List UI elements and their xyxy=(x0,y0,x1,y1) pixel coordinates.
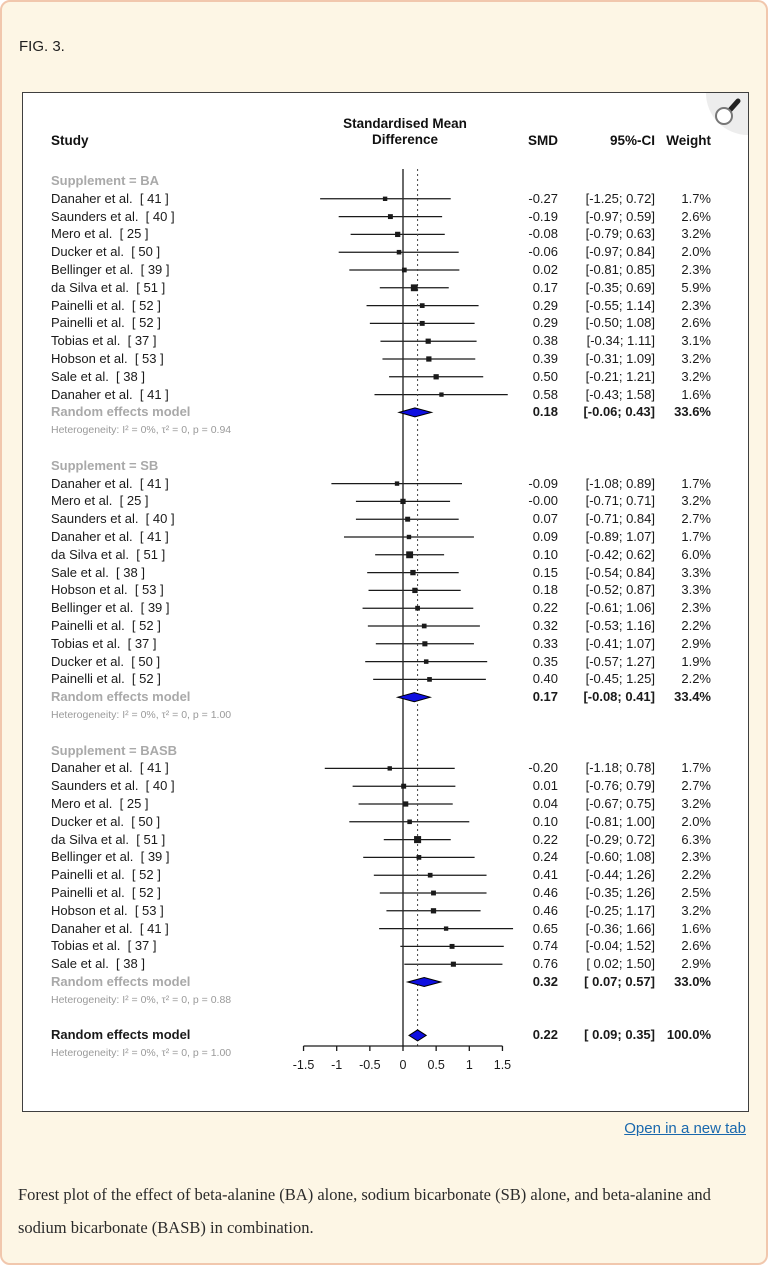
figure-number-label: FIG. 3. xyxy=(19,38,65,55)
ci-value: [-1.08; 0.89] xyxy=(585,475,655,491)
summary-weight-value: 33.6% xyxy=(674,404,711,420)
summary-label: Random effects model xyxy=(51,404,191,420)
summary-smd-value: 0.17 xyxy=(532,689,558,705)
weight-value: 1.7% xyxy=(681,190,711,206)
forest-plot-figure[interactable] xyxy=(22,92,749,1112)
weight-value: 2.6% xyxy=(681,208,711,224)
summary-smd-value: 0.18 xyxy=(532,404,558,420)
summary-ci-value: [ 0.09; 0.35] xyxy=(584,1027,655,1043)
ci-value: [-0.89; 1.07] xyxy=(585,529,655,544)
weight-value: 2.9% xyxy=(681,635,711,651)
study-row xyxy=(23,884,748,902)
study-label: Painelli et al. [ 52 ] xyxy=(51,618,161,633)
study-label: da Silva et al. [ 51 ] xyxy=(51,831,166,847)
study-label: Danaher et al. [ 41 ] xyxy=(51,190,169,206)
smd-value: 0.04 xyxy=(532,796,558,811)
smd-value: 0.76 xyxy=(532,956,558,972)
ci-value: [-0.97; 0.84] xyxy=(585,244,655,260)
smd-value: 0.35 xyxy=(532,653,558,669)
smd-value: 0.17 xyxy=(532,279,558,295)
ci-value: [-0.60; 1.08] xyxy=(585,849,655,865)
heterogeneity-row xyxy=(23,706,748,724)
ci-value: [ 0.02; 1.50] xyxy=(586,956,655,972)
smd-value: -0.27 xyxy=(528,190,558,206)
study-row xyxy=(23,866,748,884)
weight-value: 3.3% xyxy=(681,564,711,580)
study-row xyxy=(23,813,748,831)
study-row xyxy=(23,386,748,404)
weight-value: 2.2% xyxy=(681,867,711,883)
axis-tick-label: -0.5 xyxy=(359,1058,381,1072)
ci-value: [-0.55; 1.14] xyxy=(585,297,655,313)
heterogeneity-row xyxy=(23,421,748,439)
ci-value: [-0.21; 1.21] xyxy=(585,368,655,384)
study-label: Sale et al. [ 38 ] xyxy=(51,956,145,972)
weight-value: 1.7% xyxy=(681,760,711,776)
ci-value: [-0.53; 1.16] xyxy=(585,618,655,633)
study-label: da Silva et al. [ 51 ] xyxy=(51,546,166,562)
study-row xyxy=(23,920,748,938)
ci-value: [-0.45; 1.25] xyxy=(585,671,655,687)
ci-value: [-0.50; 1.08] xyxy=(585,315,655,331)
heterogeneity-text: Heterogeneity: I² = 0%, τ² = 0, p = 0.88 xyxy=(51,993,232,1006)
study-row xyxy=(23,279,748,297)
study-row xyxy=(23,831,748,849)
study-label: Ducker et al. [ 50 ] xyxy=(51,653,161,669)
study-row xyxy=(23,261,748,279)
smd-value: 0.33 xyxy=(532,635,558,651)
study-label: Hobson et al. [ 53 ] xyxy=(51,582,164,598)
smd-value: 0.41 xyxy=(532,867,558,883)
ci-value: [-0.52; 0.87] xyxy=(585,582,655,598)
ci-value: [-0.29; 0.72] xyxy=(585,831,655,847)
summary-ci-value: [-0.06; 0.43] xyxy=(583,404,655,420)
summary-row xyxy=(23,688,748,706)
weight-value: 2.5% xyxy=(681,885,711,900)
study-row xyxy=(23,617,748,635)
study-row xyxy=(23,795,748,813)
smd-value: 0.38 xyxy=(532,333,558,349)
study-row xyxy=(23,332,748,350)
ci-value: [-0.81; 1.00] xyxy=(585,813,655,829)
ci-value: [-0.25; 1.17] xyxy=(585,902,655,918)
study-row xyxy=(23,475,748,493)
summary-row xyxy=(23,1026,748,1044)
ci-value: [-0.41; 1.07] xyxy=(585,635,655,651)
study-row xyxy=(23,528,748,546)
ci-value: [-0.97; 0.59] xyxy=(585,208,655,224)
study-label: Painelli et al. [ 52 ] xyxy=(51,867,161,883)
study-label: Sale et al. [ 38 ] xyxy=(51,564,145,580)
study-label: Mero et al. [ 25 ] xyxy=(51,226,149,242)
smd-value: 0.15 xyxy=(532,564,558,580)
heterogeneity-row xyxy=(23,1044,748,1062)
zoom-figure-button[interactable] xyxy=(706,93,748,135)
smd-value: 0.32 xyxy=(532,618,558,633)
weight-value: 6.3% xyxy=(681,831,711,847)
smd-value: 0.22 xyxy=(532,831,558,847)
ci-value: [-0.42; 0.62] xyxy=(585,546,655,562)
study-row xyxy=(23,653,748,671)
forest-plot-rows xyxy=(23,93,748,1111)
study-label: Saunders et al. [ 40 ] xyxy=(51,778,175,794)
ci-value: [-0.67; 0.75] xyxy=(585,796,655,811)
study-row xyxy=(23,314,748,332)
study-row xyxy=(23,635,748,653)
weight-value: 2.3% xyxy=(681,600,711,616)
smd-value: -0.08 xyxy=(528,226,558,242)
summary-smd-value: 0.32 xyxy=(532,974,558,989)
study-row xyxy=(23,208,748,226)
study-label: Tobias et al. [ 37 ] xyxy=(51,333,157,349)
study-label: Bellinger et al. [ 39 ] xyxy=(51,600,170,616)
smd-value: 0.29 xyxy=(532,315,558,331)
smd-value: 0.40 xyxy=(532,671,558,687)
study-label: Hobson et al. [ 53 ] xyxy=(51,902,164,918)
ci-value: [-1.25; 0.72] xyxy=(585,190,655,206)
summary-weight-value: 33.4% xyxy=(674,689,711,705)
study-row xyxy=(23,777,748,795)
smd-value: -0.20 xyxy=(528,760,558,776)
study-label: Sale et al. [ 38 ] xyxy=(51,368,145,384)
study-label: Mero et al. [ 25 ] xyxy=(51,493,149,509)
weight-value: 2.6% xyxy=(681,938,711,954)
study-row xyxy=(23,243,748,261)
weight-value: 2.9% xyxy=(681,956,711,972)
study-label: Bellinger et al. [ 39 ] xyxy=(51,849,170,865)
summary-row xyxy=(23,403,748,421)
smd-value: 0.50 xyxy=(532,368,558,384)
study-row xyxy=(23,546,748,564)
ci-value: [-0.35; 1.26] xyxy=(585,885,655,900)
study-label: Tobias et al. [ 37 ] xyxy=(51,635,157,651)
axis-tick-label: -1 xyxy=(331,1058,343,1072)
group-label: Supplement = BASB xyxy=(51,742,178,758)
ci-value: [-0.36; 1.66] xyxy=(585,920,655,936)
smd-value: -0.19 xyxy=(528,208,558,224)
study-label: Danaher et al. [ 41 ] xyxy=(51,529,169,544)
summary-weight-value: 33.0% xyxy=(674,974,711,989)
summary-label: Random effects model xyxy=(51,689,191,705)
smd-value: -0.00 xyxy=(528,493,558,509)
axis-tick-label: 0.5 xyxy=(427,1058,445,1072)
study-label: Danaher et al. [ 41 ] xyxy=(51,475,169,491)
weight-value: 2.2% xyxy=(681,671,711,687)
magnifier-icon xyxy=(706,95,744,133)
column-header-study: Study xyxy=(51,133,89,148)
ci-value: [-0.79; 0.63] xyxy=(585,226,655,242)
smd-value: 0.09 xyxy=(532,529,558,544)
study-label: Saunders et al. [ 40 ] xyxy=(51,208,175,224)
study-label: Bellinger et al. [ 39 ] xyxy=(51,262,170,277)
study-row xyxy=(23,848,748,866)
study-row xyxy=(23,225,748,243)
smd-value: 0.65 xyxy=(532,920,558,936)
axis-tick-label: 1.5 xyxy=(493,1058,512,1072)
heterogeneity-row xyxy=(23,991,748,1009)
weight-value: 1.6% xyxy=(681,386,711,402)
group-header-row xyxy=(23,457,748,475)
summary-ci-value: [ 0.07; 0.57] xyxy=(584,974,655,989)
study-label: Saunders et al. [ 40 ] xyxy=(51,511,175,527)
smd-value: 0.46 xyxy=(532,902,558,918)
study-row xyxy=(23,190,748,208)
ci-value: [-0.44; 1.26] xyxy=(585,867,655,883)
group-label: Supplement = SB xyxy=(51,457,159,473)
weight-value: 1.7% xyxy=(681,475,711,491)
smd-value: -0.06 xyxy=(528,244,558,260)
study-row xyxy=(23,759,748,777)
plot-title-line1: Standardised Mean xyxy=(343,116,467,131)
weight-value: 3.1% xyxy=(681,333,711,349)
ci-value: [-0.04; 1.52] xyxy=(585,938,655,954)
study-row xyxy=(23,510,748,528)
study-label: Hobson et al. [ 53 ] xyxy=(51,351,164,366)
ci-value: [-0.71; 0.71] xyxy=(585,493,655,509)
study-label: da Silva et al. [ 51 ] xyxy=(51,279,166,295)
smd-value: 0.58 xyxy=(532,386,558,402)
heterogeneity-text: Heterogeneity: I² = 0%, τ² = 0, p = 0.94 xyxy=(51,424,232,437)
study-label: Ducker et al. [ 50 ] xyxy=(51,244,161,260)
weight-value: 3.2% xyxy=(681,351,711,366)
study-label: Painelli et al. [ 52 ] xyxy=(51,315,161,331)
study-label: Mero et al. [ 25 ] xyxy=(51,796,149,811)
weight-value: 3.3% xyxy=(681,582,711,598)
smd-value: 0.02 xyxy=(532,262,558,277)
weight-value: 2.7% xyxy=(681,511,711,527)
study-row xyxy=(23,564,748,582)
plot-title-line2: Difference xyxy=(371,132,439,147)
smd-value: 0.46 xyxy=(532,885,558,900)
smd-value: 0.39 xyxy=(532,351,558,366)
study-row xyxy=(23,599,748,617)
study-row xyxy=(23,902,748,920)
ci-value: [-0.61; 1.06] xyxy=(585,600,655,616)
weight-value: 3.2% xyxy=(681,796,711,811)
smd-value: 0.10 xyxy=(532,546,558,562)
smd-value: 0.10 xyxy=(532,813,558,829)
ci-value: [-1.18; 0.78] xyxy=(585,760,655,776)
study-label: Ducker et al. [ 50 ] xyxy=(51,813,161,829)
axis-tick-label: 0 xyxy=(399,1058,407,1072)
study-row xyxy=(23,581,748,599)
ci-value: [-0.34; 1.11] xyxy=(586,333,655,349)
weight-value: 2.2% xyxy=(681,618,711,633)
heterogeneity-text: Heterogeneity: I² = 0%, τ² = 0, p = 1.00 xyxy=(51,1047,232,1060)
study-row xyxy=(23,937,748,955)
study-row xyxy=(23,492,748,510)
study-label: Danaher et al. [ 41 ] xyxy=(51,760,169,776)
axis-tick-label: -1.5 xyxy=(292,1058,315,1072)
weight-value: 2.0% xyxy=(681,813,711,829)
study-label: Danaher et al. [ 41 ] xyxy=(51,920,169,936)
column-header-weight: Weight xyxy=(666,133,711,148)
group-header-row xyxy=(23,742,748,760)
study-row xyxy=(23,955,748,973)
weight-value: 6.0% xyxy=(681,546,711,562)
weight-value: 3.2% xyxy=(681,368,711,384)
open-in-new-tab-link[interactable]: Open in a new tab xyxy=(624,1120,746,1137)
ci-value: [-0.31; 1.09] xyxy=(585,351,655,366)
weight-value: 3.2% xyxy=(681,902,711,918)
ci-value: [-0.35; 0.69] xyxy=(585,279,655,295)
ci-value: [-0.54; 0.84] xyxy=(585,564,655,580)
summary-row xyxy=(23,973,748,991)
study-row xyxy=(23,297,748,315)
column-header-ci: 95%-CI xyxy=(609,133,655,148)
figure-caption: Forest plot of the effect of beta-alanine (BA) alone, sodium bicarbonate (SB) alone, and beta-alanine and sodium bicarbonate (BASB) in combination. xyxy=(18,1185,711,1237)
weight-value: 3.2% xyxy=(681,493,711,509)
weight-value: 2.6% xyxy=(681,315,711,331)
study-label: Painelli et al. [ 52 ] xyxy=(51,885,161,900)
study-label: Danaher et al. [ 41 ] xyxy=(51,386,169,402)
summary-ci-value: [-0.08; 0.41] xyxy=(583,689,655,705)
weight-value: 2.0% xyxy=(681,244,711,260)
summary-label: Random effects model xyxy=(51,1027,191,1043)
study-row xyxy=(23,670,748,688)
axis-tick-label: 1 xyxy=(465,1058,473,1072)
ci-value: [-0.76; 0.79] xyxy=(585,778,655,794)
weight-value: 1.7% xyxy=(681,529,711,544)
study-label: Tobias et al. [ 37 ] xyxy=(51,938,157,954)
weight-value: 2.3% xyxy=(681,262,711,277)
weight-value: 2.3% xyxy=(681,849,711,865)
study-row xyxy=(23,368,748,386)
summary-weight-value: 100.0% xyxy=(666,1027,711,1043)
smd-value: 0.29 xyxy=(532,297,558,313)
smd-value: 0.18 xyxy=(532,582,558,598)
weight-value: 1.9% xyxy=(681,653,711,669)
weight-value: 5.9% xyxy=(681,279,711,295)
column-header-smd: SMD xyxy=(528,133,558,148)
smd-value: 0.74 xyxy=(532,938,558,954)
group-header-row xyxy=(23,172,748,190)
ci-value: [-0.81; 0.85] xyxy=(585,262,655,277)
summary-smd-value: 0.22 xyxy=(532,1027,558,1043)
smd-value: 0.22 xyxy=(532,600,558,616)
weight-value: 2.3% xyxy=(681,297,711,313)
weight-value: 3.2% xyxy=(681,226,711,242)
summary-label: Random effects model xyxy=(51,974,191,989)
ci-value: [-0.57; 1.27] xyxy=(585,653,655,669)
smd-value: 0.01 xyxy=(532,778,558,794)
smd-value: 0.07 xyxy=(532,511,558,527)
group-label: Supplement = BA xyxy=(51,173,159,188)
smd-value: -0.09 xyxy=(528,475,558,491)
heterogeneity-text: Heterogeneity: I² = 0%, τ² = 0, p = 1.00 xyxy=(51,709,232,721)
ci-value: [-0.71; 0.84] xyxy=(585,511,655,527)
ci-value: [-0.43; 1.58] xyxy=(585,386,655,402)
study-label: Painelli et al. [ 52 ] xyxy=(51,297,161,313)
smd-value: 0.24 xyxy=(532,849,558,865)
column-header-plot-title xyxy=(315,116,495,148)
weight-value: 1.6% xyxy=(681,920,711,936)
study-label: Painelli et al. [ 52 ] xyxy=(51,671,161,687)
weight-value: 2.7% xyxy=(681,778,711,794)
study-row xyxy=(23,350,748,368)
